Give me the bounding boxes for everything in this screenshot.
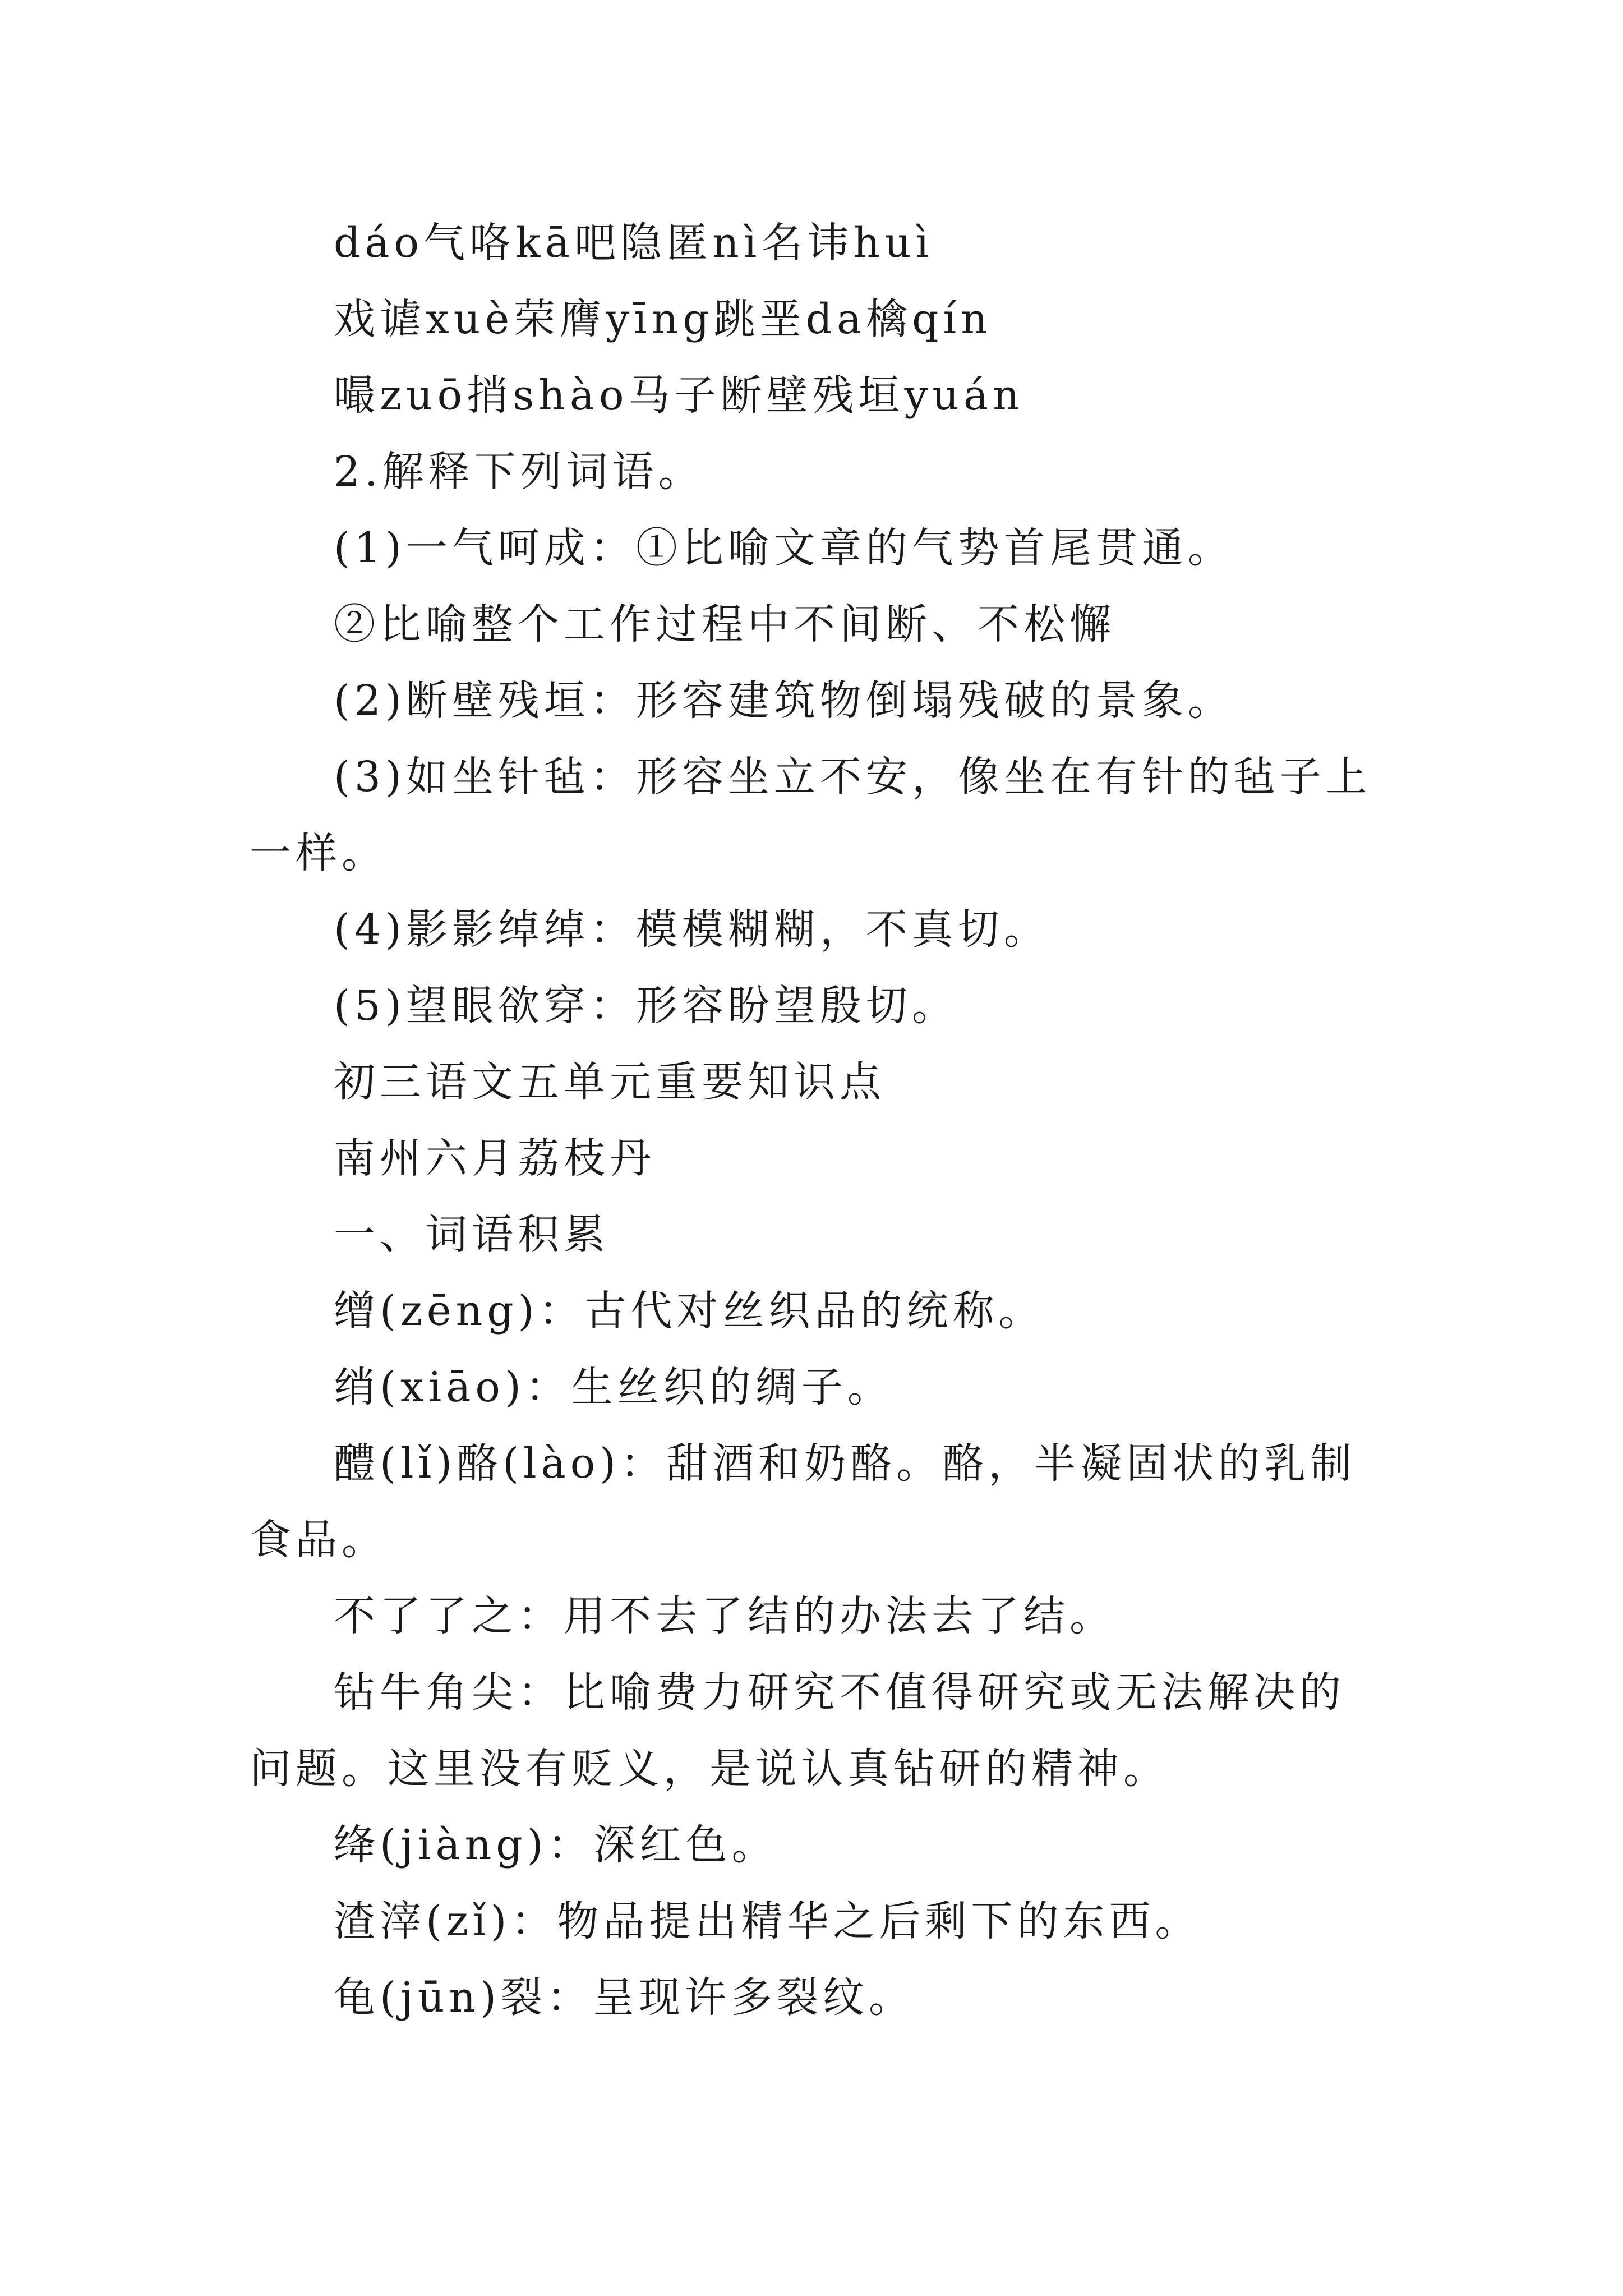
definition-item-4: (4)影影绰绰：模模糊糊，不真切。 <box>334 905 1050 954</box>
vocab-entry: 绡(xiāo)：生丝织的绸子。 <box>334 1363 893 1411</box>
definition-item-5: (5)望眼欲穿：形容盼望殷切。 <box>334 982 958 1030</box>
lesson-title: 南州六月荔枝丹 <box>334 1134 656 1182</box>
definition-item-1: (1)一气呵成：①比喻文章的气势首尾贯通。 <box>334 524 1234 572</box>
vocab-pinyin-line-3: 嘬zuō捎shào马子断壁残垣yuán <box>334 371 1024 420</box>
vocab-entry: 不了了之：用不去了结的办法去了结。 <box>334 1592 1115 1640</box>
definition-item-2: (2)断壁残垣：形容建筑物倒塌残破的景象。 <box>334 677 1234 725</box>
vocab-entry: 缯(zēng)：古代对丝织品的统称。 <box>334 1287 1045 1335</box>
vocab-pinyin-line-2: 戏谑xuè荣膺yīng跳垩da檎qín <box>334 295 992 343</box>
vocab-entry: 钻牛角尖：比喻费力研究不值得研究或无法解决的问题。这里没有贬义，是说认真钻研的精神。 <box>250 1668 1345 1793</box>
subsection-heading: 一、词语积累 <box>334 1211 610 1259</box>
section-heading-explain-words: 2.解释下列词语。 <box>334 448 704 496</box>
document-body <box>250 205 1382 2036</box>
vocab-entry: 龟(jūn)裂：呈现许多裂纹。 <box>334 1973 915 2022</box>
definition-item-1-sense-2: ②比喻整个工作过程中不间断、不松懈 <box>334 600 1115 648</box>
vocab-pinyin-line-1: dáo气咯kā吧隐匿nì名讳huì <box>334 219 934 267</box>
vocab-entry: 渣滓(zǐ)：物品提出精华之后剩下的东西。 <box>334 1897 1201 1945</box>
section-title: 初三语文五单元重要知识点 <box>334 1058 886 1106</box>
vocab-entry: 醴(lǐ)酪(lào)：甜酒和奶酪。酪，半凝固状的乳制食品。 <box>250 1439 1357 1564</box>
vocab-entry: 绛(jiàng)：深红色。 <box>334 1821 778 1869</box>
definition-item-3: (3)如坐针毡：形容坐立不安，像坐在有针的毡子上一样。 <box>250 753 1372 877</box>
